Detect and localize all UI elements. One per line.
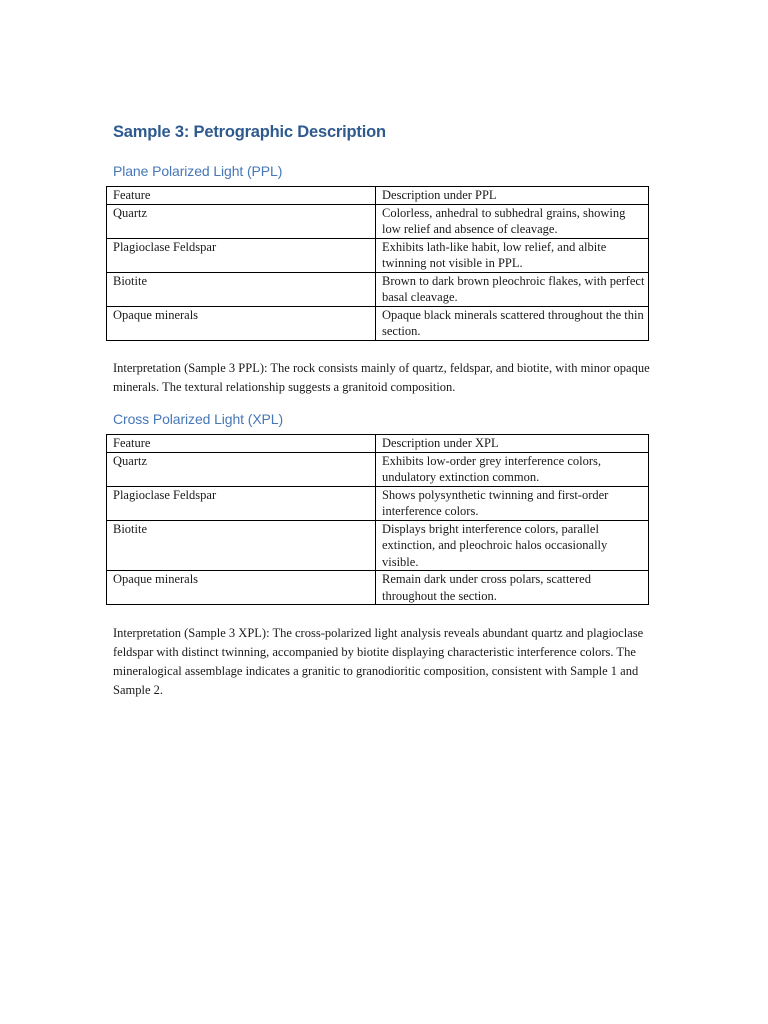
table-row [107,204,649,238]
table-row [107,452,649,486]
xpl-interpretation-paragraph: Interpretation (Sample 3 XPL): The cross-polarized light analysis reveals abundant quartz and plagioclase feldspar with distinct twinning, accompanied by biotite displaying characteristic interference colors. The mineralogical assemblage indicates a granitic to granodioritic composition, consistent with Sample 1 and Sample 2. [113,626,644,697]
table-row [107,306,649,340]
table-header-cell: Description under XPL [375,435,648,453]
table-cell-description: Colorless, anhedral to subhedral grains, showing low relief and absence of cleavage. [376,204,649,238]
table-cell-feature: Quartz [107,204,376,238]
table-cell-description: Exhibits low-order grey interference colors, undulatory extinction common. [375,452,648,486]
table-header-row [107,187,649,205]
table-cell-feature: Biotite [107,272,376,306]
table-cell-feature: Plagioclase Feldspar [107,486,376,520]
table-row [107,520,649,571]
table-cell-feature: Plagioclase Feldspar [107,238,376,272]
xpl-table [106,434,649,605]
ppl-interpretation-paragraph: Interpretation (Sample 3 PPL): The rock consists mainly of quartz, feldspar, and biotite, with minor opaque minerals. The textural relationship suggests a granitoid composition. [113,361,650,394]
table-cell-description: Brown to dark brown pleochroic flakes, with perfect basal cleavage. [376,272,649,306]
document-title: Sample 3: Petrographic Description [113,123,386,141]
table-cell-description: Shows polysynthetic twinning and first-order interference colors. [375,486,648,520]
table-cell-description: Displays bright interference colors, parallel extinction, and pleochroic halos occasionally visible. [375,520,648,571]
ppl-section-heading: Plane Polarized Light (PPL) [113,163,283,179]
table-row [107,486,649,520]
table-header-row [107,435,649,453]
table-row [107,571,649,605]
table-cell-description: Exhibits lath-like habit, low relief, and albite twinning not visible in PPL. [376,238,649,272]
table-row [107,238,649,272]
table-row [107,272,649,306]
table-cell-feature: Quartz [107,452,376,486]
table-cell-description: Opaque black minerals scattered throughout the thin section. [376,306,649,340]
table-header-cell: Feature [107,187,376,205]
table-cell-feature: Biotite [107,520,376,571]
table-header-cell: Description under PPL [376,187,649,205]
table-cell-feature: Opaque minerals [107,306,376,340]
ppl-table [106,186,649,341]
table-cell-feature: Opaque minerals [107,571,376,605]
xpl-section-heading: Cross Polarized Light (XPL) [113,411,284,427]
table-header-cell: Feature [107,435,376,453]
table-cell-description: Remain dark under cross polars, scattered throughout the section. [375,571,648,605]
